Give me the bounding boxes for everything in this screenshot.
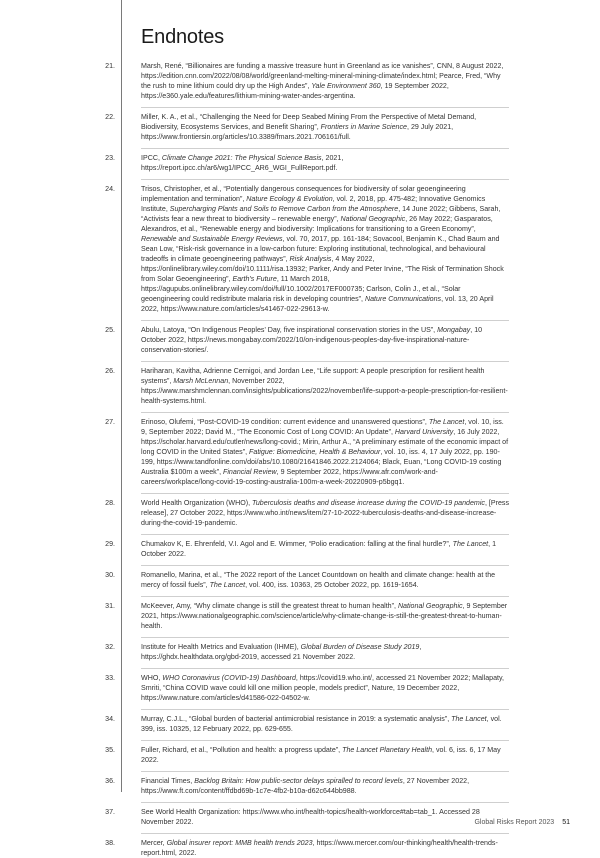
endnote-number: 32. (105, 643, 115, 651)
endnote-text (141, 325, 509, 355)
endnote-text-segment: , November 2022, https://www.marshmclennan.com/insights/publications/2022/november/life-support-a-people-prescription-for-resilient-health-systems.html. (141, 377, 508, 405)
endnote-italic-title: The Lancet Planetary Health (342, 746, 433, 754)
endnote-separator (141, 771, 509, 772)
endnote-number: 29. (105, 540, 115, 548)
endnote-separator (141, 740, 509, 741)
endnote-text-segment: Marsh, René, “Billionaires are funding a massive treasure hunt in Greenland as ice vanishes”, CNN, 8 August 2022, https://edition.cnn.com/2022/08/08/world/greenland-melting-mineral-mining-climate/index.html; Pearce, Fred, “Why the rush to mine lithium could dry up the High Andes”, (141, 62, 504, 90)
endnote-text (141, 673, 509, 703)
endnote-italic-title: National Geographic (397, 602, 463, 610)
endnote-text (141, 570, 509, 590)
endnote-item (0, 61, 509, 108)
endnote-separator (141, 596, 509, 597)
endnote-text (141, 539, 509, 559)
endnote-text (141, 366, 509, 406)
endnote-number: 24. (105, 185, 115, 193)
endnote-item (0, 153, 509, 180)
endnote-text (141, 61, 509, 101)
endnote-item (0, 673, 509, 710)
endnote-italic-title: National Geographic (340, 215, 406, 223)
endnote-text-segment: Trisos, Christopher, et al., “Potentially dangerous consequences for biodiversity of solar geoengineering implementation and termination”, (141, 185, 466, 203)
endnote-text-segment: , 9 September 2021, https://www.nationalgeographic.com/science/article/why-climate-change-is-still-the-greatest-threat-to-human-health. (141, 602, 508, 630)
endnote-separator (141, 668, 509, 669)
endnote-item (0, 184, 509, 321)
endnote-italic-title: Harvard University (394, 428, 454, 436)
endnote-text-segment: Hariharan, Kavitha, Adrienne Cernigoi, and Jordan Lee, “Life support: A people prescription for resilient health systems”, (141, 367, 485, 385)
endnote-text-segment: Institute for Health Metrics and Evaluation (IHME), (141, 643, 301, 651)
page-title: Endnotes (141, 26, 224, 48)
endnote-text (141, 153, 509, 173)
endnote-separator (141, 637, 509, 638)
endnote-italic-title: Global insurer report: MMB health trends 2023 (166, 839, 313, 847)
endnote-text (141, 776, 509, 796)
endnote-text (141, 807, 509, 827)
endnote-italic-title: Earth's Future (232, 275, 277, 283)
endnote-text-segment: , https://www.mercer.com/our-thinking/health/health-trends-report.html, 2022. (141, 839, 498, 857)
endnotes-list (0, 61, 600, 858)
endnote-italic-title: Yale Environment 360 (311, 82, 381, 90)
endnote-text (141, 601, 509, 631)
endnote-italic-title: Supercharging Plants and Soils to Remove Carbon from the Atmosphere (169, 205, 399, 213)
endnote-number: 21. (105, 62, 115, 70)
endnote-italic-title: Risk Analysis (289, 255, 332, 263)
endnote-number: 34. (105, 715, 115, 723)
endnote-text-segment: , 29 July 2021, https://www.frontiersin.org/articles/10.3389/fmars.2021.706161/full. (141, 123, 454, 141)
endnote-text-segment: WHO, (141, 674, 163, 682)
endnote-number: 30. (105, 571, 115, 579)
endnote-text-segment: , vol. 400, iss. 10363, 25 October 2022, pp. 1619-1654. (245, 581, 419, 589)
endnote-text-segment: Chumakov K, E. Ehrenfeld, V.I. Agol and E. Wimmer, “Polio eradication: falling at the final hurdle?”, (141, 540, 453, 548)
endnote-text-segment: , 14 June 2022; Gibbens, Sarah, “Activists fear a new threat to biodiversity – renewable energy”, (141, 205, 501, 223)
endnote-text-segment: , 26 May 2022; Gasparatos, Alexandros, et al., “Renewable energy and biodiversity: Implications for transitioning to a Green Economy”, (141, 215, 493, 233)
endnote-item (0, 498, 509, 535)
endnote-separator (141, 493, 509, 494)
endnote-separator (141, 107, 509, 108)
footer-report-title: Global Risks Report 2023 (474, 819, 555, 826)
endnote-text-segment: , vol. 399, iss. 10325, 12 February 2022, pp. 629-655. (141, 715, 502, 733)
endnote-text-segment: , 4 May 2022, https://onlinelibrary.wiley.com/doi/10.1111/risa.13932; Parker, Andy and Peter Irvine, “The Risk of Termination Shock from Solar Geoengineering”, (141, 255, 504, 283)
endnote-item (0, 417, 509, 494)
endnote-separator (141, 412, 509, 413)
endnote-italic-title: The Lancet (209, 581, 246, 589)
endnote-text (141, 184, 509, 314)
endnote-italic-title: The Lancet (428, 418, 465, 426)
endnote-text-segment: , 9 September 2022, https://www.afr.com/work-and-careers/workplace/long-covid-19-costing-australia-100m-a-week-20220909-p5bgq1. (141, 468, 438, 486)
endnote-text (141, 714, 509, 734)
endnote-item (0, 642, 509, 669)
endnote-number: 23. (105, 154, 115, 162)
endnote-item (0, 570, 509, 597)
endnote-text-segment: , vol. 13, 20 April 2022, https://www.nature.com/articles/s41467-022-29613-w. (141, 295, 494, 313)
endnote-italic-title: Marsh McLennan (173, 377, 229, 385)
endnote-text-segment: Fuller, Richard, et al., “Pollution and health: a progress update”, (141, 746, 343, 754)
endnote-number: 27. (105, 418, 115, 426)
endnote-text-segment: IPCC, (141, 154, 162, 162)
endnote-separator (141, 148, 509, 149)
endnote-text-segment: Abulu, Latoya, “On Indigenous Peoples’ Day, five inspirational conservation stories in the US”, (141, 326, 438, 334)
endnote-separator (141, 320, 509, 321)
endnote-text-segment: , 10 October 2022, https://news.mongabay.com/2022/10/on-indigenous-peoples-day-five-inspirational-nature-conservation-stories/. (141, 326, 483, 354)
endnote-italic-title: Nature Communications (364, 295, 442, 303)
endnote-italic-title: The Lancet (452, 540, 489, 548)
endnote-text-segment: See World Health Organization: https://www.who.int/health-topics/health-workforce#tab=tab_1. Accessed 28 November 2022. (141, 808, 480, 826)
endnote-text-segment: , 16 July 2022, https://scholar.harvard.edu/cutler/news/long-covid.; Mirin, Arthur A., “A preliminary estimate of the economic impact of long COVID in the United States”, (141, 428, 509, 456)
endnote-text-segment: , vol. 2, 2018, pp. 475-482; Innovative Genomics Institute, (141, 195, 486, 213)
endnote-text (141, 745, 509, 765)
endnote-italic-title: Renewable and Sustainable Energy Reviews (141, 235, 283, 243)
endnote-italic-title: Nature Ecology & Evolution (246, 195, 333, 203)
endnote-text-segment: , 11 March 2018, https://agupubs.onlinelibrary.wiley.com/doi/full/10.1002/2017EF000735; Carlson, Colin J., et al., “Solar geoengineering could redistribute malaria risk in developing countries”, (141, 275, 461, 303)
endnote-item (0, 325, 509, 362)
endnote-italic-title: Financial Review (223, 468, 277, 476)
endnote-separator (141, 833, 509, 834)
endnote-number: 22. (105, 113, 115, 121)
endnote-number: 31. (105, 602, 115, 610)
endnote-item (0, 539, 509, 566)
endnote-text (141, 498, 509, 528)
endnote-italic-title: The Lancet (451, 715, 487, 723)
endnote-text-segment: , vol. 70, 2017, pp. 161-184; Sovacool, Benjamin K., Chad Baum and Sean Low, “Risk-risk governance in a low-carbon future: Exploring institutional, technological, and behavioural tradeoffs in climate geoengineering pathways”, (141, 235, 500, 263)
endnote-text (141, 112, 509, 142)
endnote-separator (141, 709, 509, 710)
endnote-separator (141, 361, 509, 362)
endnote-text-segment: World Health Organization (WHO), (141, 499, 253, 507)
endnote-separator (141, 534, 509, 535)
page-footer (474, 819, 570, 826)
endnote-text-segment: , 27 November 2022, https://www.ft.com/content/ffdbd69b-1c7e-4fb2-b10a-d62c644bb988. (141, 777, 470, 795)
endnote-number: 28. (105, 499, 115, 507)
endnote-text-segment: , https://ghdx.healthdata.org/gbd-2019, accessed 21 November 2022. (141, 643, 422, 661)
endnote-text (141, 642, 509, 662)
endnote-italic-title: WHO Coronavirus (COVID-19) Dashboard (162, 674, 296, 682)
endnote-item (0, 714, 509, 741)
endnote-number: 35. (105, 746, 115, 754)
endnote-text-segment: , [Press release], 27 October 2022, https://www.who.int/news/item/27-10-2022-tuberculosis-deaths-and-disease-increase-during-the-covid-19-pandemic. (141, 499, 510, 527)
endnote-text-segment: Financial Times, (141, 777, 195, 785)
endnote-text-segment: Erinoso, Olufemi, “Post-COVID-19 condition: current evidence and unanswered questions”, (141, 418, 429, 426)
endnote-italic-title: Frontiers in Marine Science (320, 123, 407, 131)
endnote-text-segment: Mercer, (141, 839, 167, 847)
endnote-item (0, 807, 509, 834)
footer-page-number: 51 (562, 819, 570, 826)
endnote-item (0, 601, 509, 638)
endnote-text-segment: , vol. 6, iss. 6, 17 May 2022. (141, 746, 501, 764)
endnote-separator (141, 565, 509, 566)
endnote-number: 26. (105, 367, 115, 375)
endnote-italic-title: Global Burden of Disease Study 2019 (300, 643, 420, 651)
endnote-italic-title: Tuberculosis deaths and disease increase during the COVID-19 pandemic (252, 499, 485, 507)
endnote-item (0, 838, 509, 858)
endnote-separator (141, 179, 509, 180)
endnote-text-segment: , https://covid19.who.int/, accessed 21 November 2022; Mallapaty, Smriti, “China COVID wave could kill one million people, models predict”, Nature, 19 December 2022, https://www.nature.com/articles/d41586-022-04502-w. (141, 674, 504, 702)
endnote-text (141, 417, 509, 487)
endnote-italic-title: Climate Change 2021: The Physical Science Basis (161, 154, 322, 162)
endnote-number: 33. (105, 674, 115, 682)
endnote-number: 38. (105, 839, 115, 847)
endnote-italic-title: Backlog Britain: How public-sector delays spiralled to record levels (194, 777, 403, 785)
endnote-number: 25. (105, 326, 115, 334)
endnote-text-segment: , vol. 10, iss. 9, September 2022; David M., “The Economic Cost of Long COVID: An Update”, (141, 418, 504, 436)
endnote-separator (141, 802, 509, 803)
endnote-number: 37. (105, 808, 115, 816)
endnote-text-segment: , 19 September 2022, https://e360.yale.edu/features/lithium-mining-water-andes-argentina. (141, 82, 449, 100)
endnote-italic-title: Fatigue: Biomedicine, Health & Behaviour (249, 448, 381, 456)
endnote-text-segment: Miller, K. A., et al., “Challenging the Need for Deep Seabed Mining From the Perspective of Metal Demand, Biodiversity, Ecosystems Services, and Benefit Sharing”, (141, 113, 477, 131)
endnote-number: 36. (105, 777, 115, 785)
endnote-text-segment: , 1 October 2022. (141, 540, 497, 558)
endnote-text-segment: , vol. 10, iss. 4, 17 July 2022, pp. 190-199, https://www.tandfonline.com/doi/abs/10.1080/21641846.2022.2124064; Black, Euan, “Long COVID-19 costing Australia $100m a week”, (141, 448, 502, 476)
endnote-text-segment: Murray, C.J.L., “Global burden of bacterial antimicrobial resistance in 2019: a systematic analysis”, (141, 715, 452, 723)
endnote-text-segment: , 2021, https://report.ipcc.ch/ar6/wg1/IPCC_AR6_WGI_FullReport.pdf. (141, 154, 344, 172)
endnote-italic-title: Mongabay (437, 326, 471, 334)
endnote-item (0, 776, 509, 803)
endnote-text (141, 838, 509, 858)
endnote-item (0, 366, 509, 413)
endnote-text-segment: McKeever, Amy, “Why climate change is still the greatest threat to human health”, (141, 602, 398, 610)
endnote-item (0, 112, 509, 149)
endnote-text-segment: Romanello, Marina, et al., “The 2022 report of the Lancet Countdown on health and climate change: health at the mercy of fossil fuels”, (141, 571, 496, 589)
endnote-item (0, 745, 509, 772)
